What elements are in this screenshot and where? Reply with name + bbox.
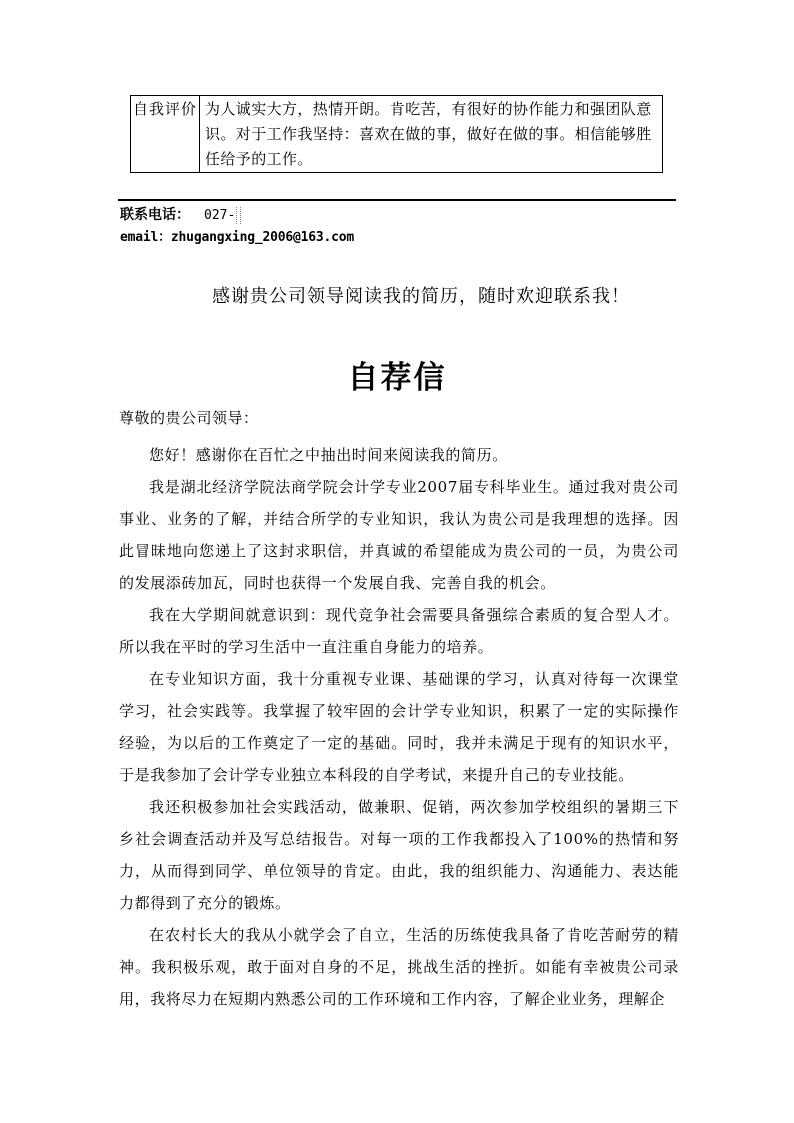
letter-paragraph: 在农村长大的我从小就学会了自立，生活的历练使我具备了肯吃苦耐劳的精神。我积极乐观，敢于面对自身的不足，挑战生活的挫折。如能有幸被贵公司录用，我将尽力在短期内熟悉公司的工作环境和工作内容，了解企业业务，理解企 bbox=[119, 926, 679, 1008]
thanks-line: 感谢贵公司领导阅读我的简历，随时欢迎联系我！ bbox=[212, 286, 630, 307]
letter-title: 自荐信 bbox=[347, 360, 447, 396]
letter-paragraph: 我是湖北经济学院法商学院会计学专业2007届专科毕业生。通过我对贵公司事业、业务的了解，并结合所学的专业知识，我认为贵公司是我理想的选择。因此冒昧地向您递上了这封求职信，并真诚的希望能成为贵公司的一员，为贵公司的发展添砖加瓦，同时也获得一个发展自我、完善自我的机会。 bbox=[119, 478, 679, 592]
contact-phone-line bbox=[120, 206, 241, 225]
self-evaluation-label: 自我评价 bbox=[131, 96, 200, 172]
letter-paragraph: 您好！感谢你在百忙之中抽出时间来阅读我的简历。 bbox=[149, 446, 508, 464]
letter-paragraph: 我还积极参加社会实践活动，做兼职、促销，两次参加学校组织的暑期三下乡社会调查活动并及写总结报告。对每一项的工作我都投入了100%的热情和努力，从而得到同学、单位领导的肯定。由此，我的组织能力、沟通能力、表达能力都得到了充分的锻炼。 bbox=[119, 798, 679, 912]
text-cursor-marker bbox=[236, 207, 241, 224]
self-evaluation-text: 为人诚实大方，热情开朗。肯吃苦，有很好的协作能力和强团队意识。对于工作我坚持：喜欢在做的事，做好在做的事。相信能够胜任给予的工作。 bbox=[205, 100, 652, 168]
letter-body bbox=[119, 439, 679, 1015]
letter-paragraph: 我在大学期间就意识到：现代竞争社会需要具备强综合素质的复合型人才。所以我在平时的学习生活中一直注重自身能力的培养。 bbox=[119, 606, 679, 656]
letter-paragraph: 在专业知识方面，我十分重视专业课、基础课的学习，认真对待每一次课堂学习，社会实践等。我掌握了较牢固的会计学专业知识，积累了一定的实际操作经验，为以后的工作奠定了一定的基础。同时，我并未满足于现有的知识水平，于是我参加了会计学专业独立本科段的自学考试，来提升自己的专业技能。 bbox=[119, 670, 679, 784]
letter-salutation: 尊敬的贵公司领导： bbox=[119, 409, 259, 427]
contact-email-line: email：zhugangxing_2006@163.com bbox=[120, 230, 354, 245]
phone-label: 联系电话： bbox=[120, 207, 190, 223]
phone-value: 027- bbox=[204, 208, 236, 223]
section-divider bbox=[118, 199, 676, 201]
self-evaluation-table bbox=[130, 95, 663, 173]
